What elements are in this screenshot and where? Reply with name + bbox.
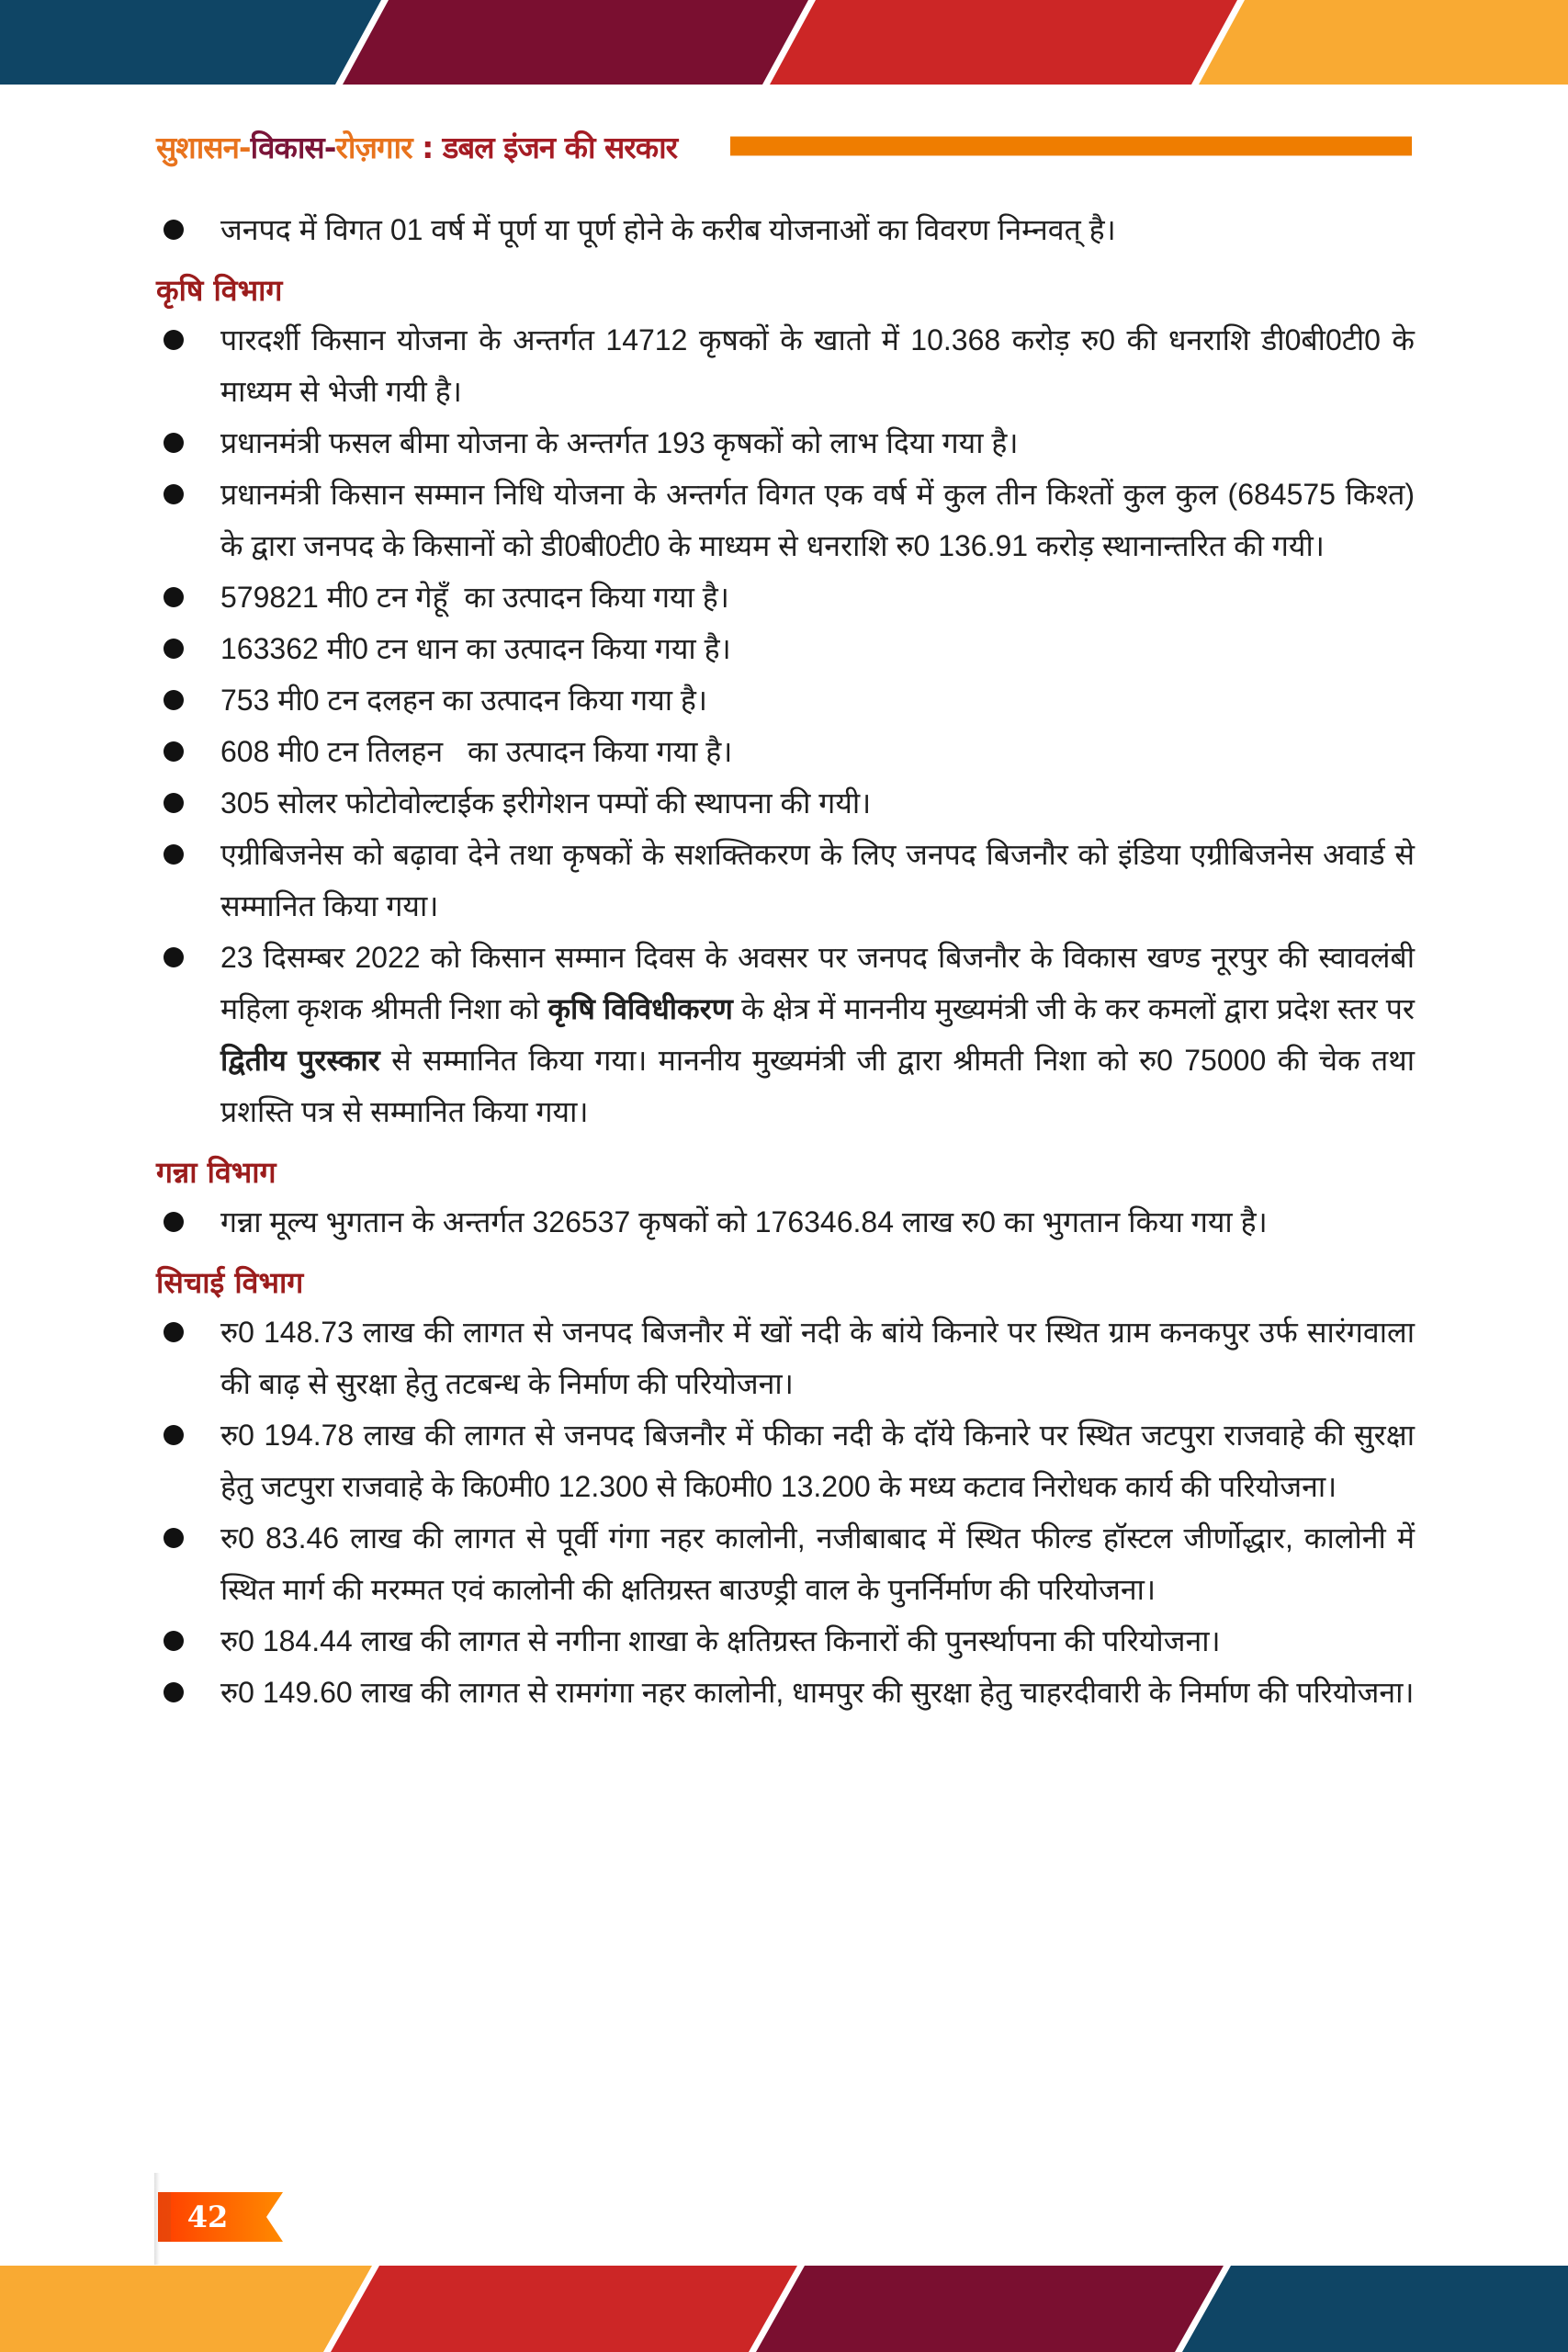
list-item-text: प्रधानमंत्री किसान सम्मान निधि योजना के अन्तर्गत विगत एक वर्ष में कुल तीन किश्तों कुल कुल (684575 किश्त) के द्वारा जनपद के किसानों को डी0बी0टी0 के माध्यम से धनराशि रु0 136.91 करोड़ स्थानान्तरित की गयी। xyxy=(220,478,1415,562)
bottom-stripe-amber xyxy=(0,2266,372,2352)
bullet-icon xyxy=(164,484,184,504)
award-highlight-second-prize: द्वितीय पुरस्कार xyxy=(220,1044,380,1077)
page-content xyxy=(156,204,1415,1718)
top-stripe-amber xyxy=(1199,0,1568,85)
list-item xyxy=(156,829,1415,932)
intro-list xyxy=(156,204,1415,255)
irrigation-list xyxy=(156,1306,1415,1718)
list-item xyxy=(156,1512,1415,1615)
list-item-text: प्रधानमंत्री फसल बीमा योजना के अन्तर्गत 193 कृषकों को लाभ दिया गया है। xyxy=(220,426,1019,459)
section-agriculture xyxy=(156,272,1415,1137)
top-band-stripes xyxy=(0,0,1568,85)
list-item-text: रु0 149.60 लाख की लागत से रामगंगा नहर कालोनी, धामपुर की सुरक्षा हेतु चाहरदीवारी के निर्माण की परियोजना। xyxy=(220,1676,1415,1709)
bullet-icon xyxy=(164,793,184,813)
award-text-part1: 23 दिसम्बर 2022 को किसान सम्मान दिवस के अवसर पर जनपद बिजनौर के विकास खण्ड नूरपुर की स्वावलंबी महिला कृशक श्रीमती निशा को xyxy=(220,941,1415,1025)
list-item-text: जनपद में विगत 01 वर्ष में पूर्ण या पूर्ण होने के करीब योजनाओं का विवरण निम्नवत् है। xyxy=(220,213,1116,246)
bullet-icon xyxy=(164,1528,184,1548)
top-decorative-band xyxy=(0,0,1568,85)
bullet-icon xyxy=(164,587,184,607)
section-heading: सिचाई विभाग xyxy=(156,1265,304,1300)
header-title-part1: सुशासन- xyxy=(156,129,251,165)
bottom-stripe-red xyxy=(331,2266,797,2352)
list-item-text: रु0 194.78 लाख की लागत से जनपद बिजनौर में फीका नदी के दॉये किनारे पर स्थित जटपुरा राजवाहे की सुरक्षा हेतु जटपुरा राजवाहे के कि0मी0 12.300 से कि0मी0 13.200 के मध्य कटाव निरोधक कार्य की परियोजना। xyxy=(220,1419,1415,1503)
bottom-stripe-navy xyxy=(1182,2266,1568,2352)
list-item-text: 163362 मी0 टन धान का उत्पादन किया गया है। xyxy=(220,632,731,665)
bottom-decorative-band xyxy=(0,2266,1568,2352)
bullet-icon xyxy=(164,690,184,710)
bullet-icon xyxy=(164,433,184,453)
list-item xyxy=(156,623,1415,674)
section-heading: कृषि विभाग xyxy=(156,273,283,308)
list-item xyxy=(156,1615,1415,1667)
bullet-icon xyxy=(164,741,184,762)
list-item-text: रु0 83.46 लाख की लागत से पूर्वी गंगा नहर कालोनी, नजीबाबाद में स्थित फील्ड हॉस्टल जीर्णोद्धार, कालोनी में स्थित मार्ग की मरम्मत एवं कालोनी की क्षतिग्रस्त बाउण्ड्री वाल के पुनर्निर्माण की परियोजना। xyxy=(220,1521,1415,1606)
award-text-part3: से सम्मानित किया गया। माननीय मुख्यमंत्री जी द्वारा श्रीमती निशा को रु0 75000 की चेक तथा प्रशस्ति पत्र से सम्मानित किया गया। xyxy=(220,1044,1415,1128)
bullet-icon xyxy=(164,1212,184,1232)
award-text-part2: के क्षेत्र में माननीय मुख्यमंत्री जी के कर कमलों द्वारा प्रदेश स्तर पर xyxy=(732,992,1415,1025)
bullet-icon xyxy=(164,1631,184,1651)
top-stripe-red xyxy=(770,0,1237,85)
bottom-stripe-maroon xyxy=(756,2266,1224,2352)
section-irrigation xyxy=(156,1264,1415,1718)
list-item xyxy=(156,1667,1415,1718)
section-sugarcane xyxy=(156,1154,1415,1248)
list-item-award xyxy=(156,932,1415,1137)
top-stripe-navy xyxy=(0,0,381,85)
header-orange-rule xyxy=(730,136,1412,156)
running-header-title xyxy=(156,121,677,171)
list-item-text: 608 मी0 टन तिलहन का उत्पादन किया गया है। xyxy=(220,735,733,768)
list-item-text: गन्ना मूल्य भुगतान के अन्तर्गत 326537 कृषकों को 176346.84 लाख रु0 का भुगतान किया गया है। xyxy=(220,1205,1268,1238)
page-number: 42 xyxy=(186,2199,229,2234)
sugarcane-list xyxy=(156,1196,1415,1248)
header-title-part2: विकास- xyxy=(250,129,336,165)
bullet-icon xyxy=(164,1322,184,1342)
list-item xyxy=(156,1196,1415,1248)
list-item xyxy=(156,469,1415,571)
bottom-band-stripes xyxy=(0,2266,1568,2352)
list-item xyxy=(156,204,1415,255)
bullet-icon xyxy=(164,639,184,659)
list-item-text: रु0 184.44 लाख की लागत से नगीना शाखा के क्षतिग्रस्त किनारों की पुनर्स्थापना की परियोजना। xyxy=(220,1624,1221,1657)
list-item-text: 305 सोलर फोटोवोल्टाईक इरीगेशन पम्पों की स्थापना की गयी। xyxy=(220,786,872,820)
list-item xyxy=(156,674,1415,726)
bullet-icon xyxy=(164,947,184,967)
list-item-text: 753 मी0 टन दलहन का उत्पादन किया गया है। xyxy=(220,684,708,717)
list-item-text: रु0 148.73 लाख की लागत से जनपद बिजनौर में खों नदी के बांये किनारे पर स्थित ग्राम कनकपुर उर्फ सारंगवाला की बाढ़ से सुरक्षा हेतु तटबन्ध के निर्माण की परियोजना। xyxy=(220,1316,1415,1400)
list-item xyxy=(156,1306,1415,1409)
award-highlight-diversification: कृषि विविधीकरण xyxy=(547,992,733,1025)
page-number-ribbon xyxy=(158,2192,283,2242)
header-title-part3: रोज़गार xyxy=(335,129,412,165)
header-title-part4: : डबल इंजन की सरकार xyxy=(412,129,678,165)
list-item xyxy=(156,314,1415,417)
bullet-icon xyxy=(164,220,184,240)
bullet-icon xyxy=(164,330,184,350)
bullet-icon xyxy=(164,1425,184,1445)
list-item-text: 579821 मी0 टन गेहूँ का उत्पादन किया गया है। xyxy=(220,581,729,614)
list-item-text: पारदर्शी किसान योजना के अन्तर्गत 14712 कृषकों के खातो में 10.368 करोड़ रु0 की धनराशि डी0बी0टी0 के माध्यम से भेजी गयी है। xyxy=(220,323,1415,408)
top-stripe-maroon xyxy=(343,0,808,85)
bullet-icon xyxy=(164,1682,184,1702)
list-item-text: एग्रीबिजनेस को बढ़ावा देने तथा कृषकों के सशक्तिकरण के लिए जनपद बिजनौर को इंडिया एग्रीबिजनेस अवार्ड से सम्मानित किया गया। xyxy=(220,838,1415,922)
list-item xyxy=(156,417,1415,469)
list-item xyxy=(156,1409,1415,1512)
list-item xyxy=(156,726,1415,777)
agriculture-list xyxy=(156,314,1415,1137)
bullet-icon xyxy=(164,844,184,865)
list-item xyxy=(156,777,1415,829)
section-heading: गन्ना विभाग xyxy=(156,1155,276,1190)
list-item xyxy=(156,571,1415,623)
